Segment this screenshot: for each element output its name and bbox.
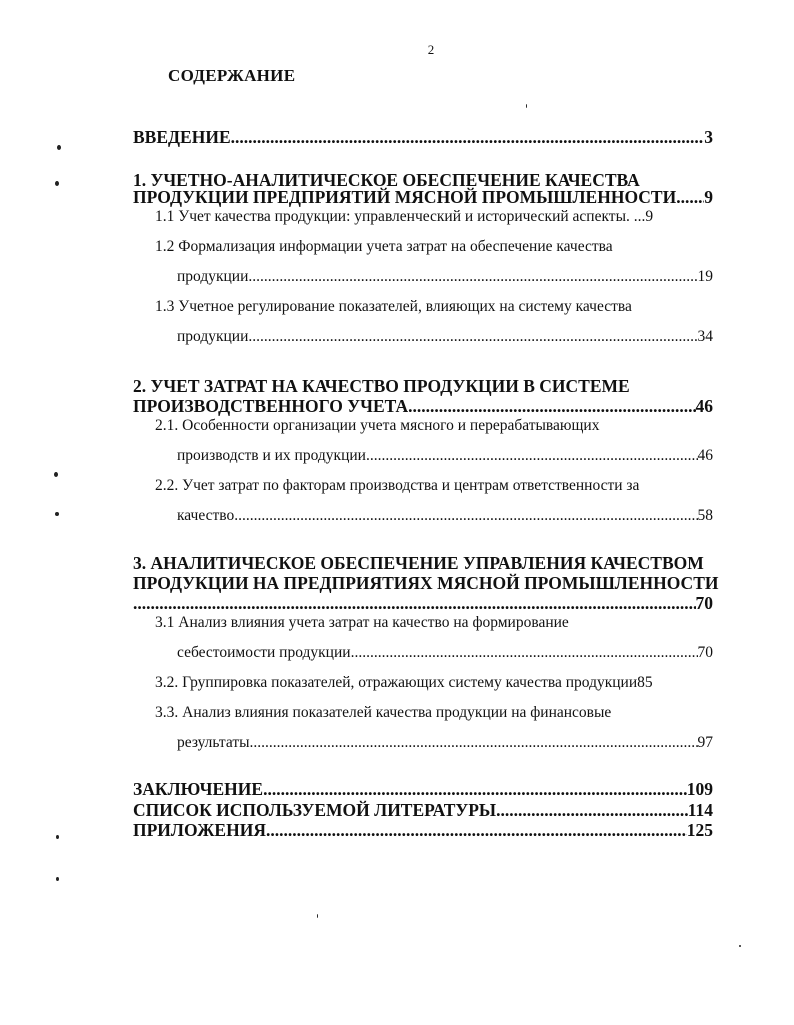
toc-page: 70 — [695, 593, 713, 613]
leader-dots — [234, 507, 697, 525]
toc-page: 70 — [697, 644, 713, 661]
leader-dots — [231, 127, 705, 148]
toc-label: результаты — [177, 734, 250, 751]
toc-entry-1-3-line1: 1.3 Учетное регулирование показателей, влияющих на систему качества — [155, 298, 632, 315]
leader-dots — [248, 328, 697, 346]
toc-page: 34 — [697, 328, 713, 345]
scan-speck — [56, 835, 59, 839]
page-number: 2 — [427, 42, 435, 57]
leader-dots — [133, 593, 696, 614]
leader-dots — [496, 800, 688, 821]
page-title: СОДЕРЖАНИЕ — [168, 66, 296, 85]
scan-speck — [56, 877, 59, 881]
toc-page: 19 — [697, 268, 713, 285]
toc-page: 114 — [687, 800, 713, 820]
leader-dots — [250, 734, 698, 752]
toc-label: ПРОИЗВОДСТВЕННОГО УЧЕТА — [133, 396, 409, 416]
toc-label: качество — [177, 507, 235, 524]
toc-page: 125 — [686, 820, 713, 840]
toc-entry-chapter-1[interactable] — [133, 187, 713, 208]
scan-speck — [55, 181, 59, 186]
leader-dots — [676, 187, 704, 208]
chapter-1-title-line1: 1. УЧЕТНО-АНАЛИТИЧЕСКОЕ ОБЕСПЕЧЕНИЕ КАЧЕСТВА — [133, 170, 640, 190]
toc-entry-3-3[interactable] — [177, 734, 713, 752]
toc-label: ПРИЛОЖЕНИЯ — [133, 820, 266, 840]
leader-dots — [408, 396, 695, 417]
toc-label: ЗАКЛЮЧЕНИЕ — [133, 779, 264, 799]
leader-dots — [351, 644, 698, 662]
toc-label: себестоимости продукции — [177, 644, 351, 661]
toc-entry-chapter-2[interactable] — [133, 396, 713, 417]
scan-speck — [317, 914, 318, 918]
leader-dots — [263, 779, 687, 800]
leader-dots — [266, 820, 687, 841]
toc-entry-2-1[interactable] — [177, 447, 713, 465]
toc-label: СПИСОК ИСПОЛЬЗУЕМОЙ ЛИТЕРАТУРЫ — [133, 800, 497, 820]
toc-label: производств и их продукции — [177, 447, 366, 464]
scan-speck — [55, 512, 59, 516]
toc-label: ПРОДУКЦИИ ПРЕДПРИЯТИЙ МЯСНОЙ ПРОМЫШЛЕННОСТИ — [133, 187, 677, 207]
toc-entry-3-1-line1: 3.1 Анализ влияния учета затрат на качество на формирование — [155, 614, 569, 631]
toc-label: 1.1 Учет качества продукции: управленческий и исторический аспекты. .. — [155, 208, 642, 225]
toc-page: 85 — [637, 674, 653, 691]
chapter-3-title-line2: ПРОДУКЦИИ НА ПРЕДПРИЯТИЯХ МЯСНОЙ ПРОМЫШЛЕННОСТИ — [133, 573, 719, 593]
toc-label: продукции — [177, 268, 249, 285]
toc-entry-1-3[interactable] — [177, 328, 713, 346]
leader-dots — [248, 268, 697, 286]
toc-entry-appendix[interactable] — [133, 820, 713, 841]
toc-entry-2-2-line1: 2.2. Учет затрат по факторам производства и центрам ответственности за — [155, 477, 640, 494]
toc-entry-1-1[interactable] — [155, 208, 713, 226]
scan-speck — [57, 145, 61, 150]
toc-entry-3-1[interactable] — [177, 644, 713, 662]
toc-entry-intro[interactable] — [133, 127, 713, 148]
toc-page: 46 — [697, 447, 713, 464]
toc-entry-3-2[interactable] — [155, 674, 713, 692]
scan-speck — [526, 104, 527, 108]
toc-page: 46 — [695, 396, 713, 416]
toc-entry-chapter-3[interactable] — [133, 593, 713, 614]
toc-entry-conclusion[interactable] — [133, 779, 713, 800]
leader-dots — [366, 447, 698, 465]
toc-page: 3 — [704, 127, 713, 147]
chapter-3-title-line1: 3. АНАЛИТИЧЕСКОЕ ОБЕСПЕЧЕНИЕ УПРАВЛЕНИЯ КАЧЕСТВОМ — [133, 553, 704, 573]
toc-page: 97 — [697, 734, 713, 751]
toc-entry-1-2[interactable] — [177, 268, 713, 286]
toc-entry-2-1-line1: 2.1. Особенности организации учета мясного и перерабатывающих — [155, 417, 600, 434]
scan-speck — [739, 945, 741, 947]
toc-entry-1-2-line1: 1.2 Формализация информации учета затрат на обеспечение качества — [155, 238, 613, 255]
toc-label: продукции — [177, 328, 249, 345]
toc-page: 9 — [704, 187, 713, 207]
toc-page: 58 — [697, 507, 713, 524]
scan-speck — [54, 472, 58, 477]
toc-page: .9 — [641, 208, 654, 225]
toc-entry-3-3-line1: 3.3. Анализ влияния показателей качества продукции на финансовые — [155, 704, 612, 721]
toc-page: 109 — [686, 779, 713, 799]
toc-label: ВВЕДЕНИЕ — [133, 127, 231, 147]
toc-label: 3.2. Группировка показателей, отражающих систему качества продукции — [155, 674, 638, 691]
toc-entry-2-2[interactable] — [177, 507, 713, 525]
chapter-2-title-line1: 2. УЧЕТ ЗАТРАТ НА КАЧЕСТВО ПРОДУКЦИИ В СИСТЕМЕ — [133, 376, 630, 396]
toc-entry-references[interactable] — [133, 800, 713, 821]
